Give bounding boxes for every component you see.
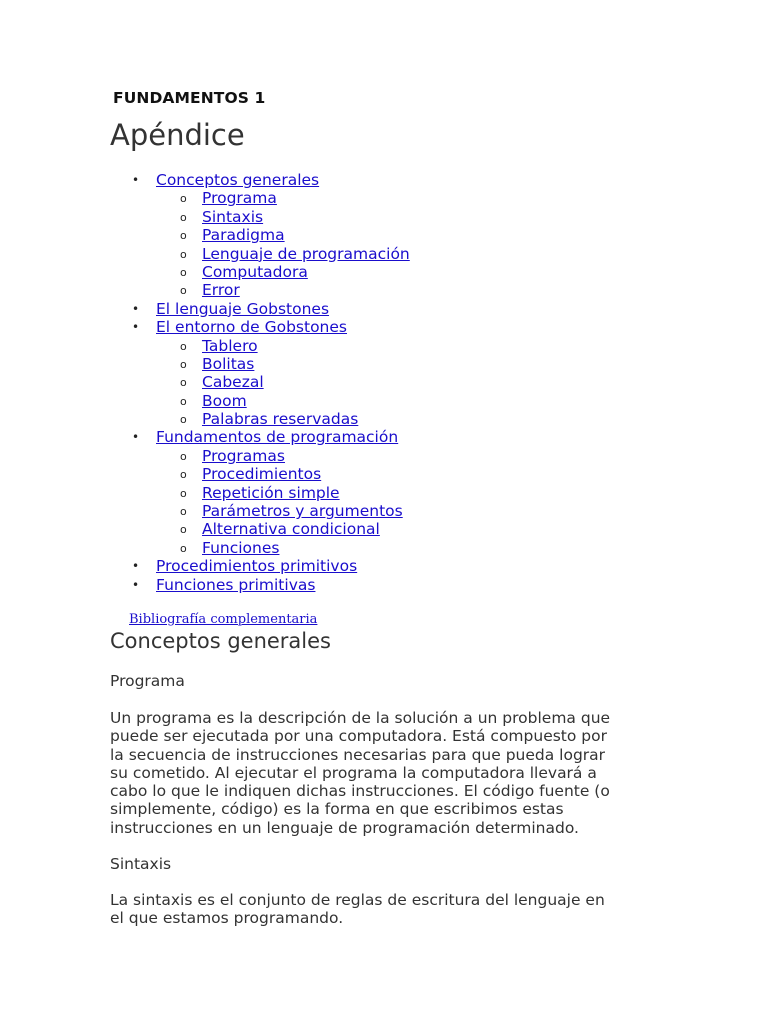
circle-bullet-icon: o bbox=[180, 413, 187, 427]
circle-bullet-icon: o bbox=[180, 357, 187, 371]
toc-link[interactable]: El lenguaje Gobstones bbox=[156, 299, 330, 318]
toc-link[interactable]: Procedimientos primitivos bbox=[156, 557, 358, 576]
paragraph-line: Un programa es la descripción de la solución a un problema que bbox=[110, 709, 611, 727]
toc-subitem bbox=[110, 208, 670, 226]
toc-subitem bbox=[110, 337, 670, 355]
toc-sublink[interactable]: Lenguaje de programación bbox=[202, 244, 410, 263]
toc-sublink[interactable]: Repetición simple bbox=[202, 483, 340, 502]
appendix-title: Apéndice bbox=[110, 118, 245, 152]
toc-sublink[interactable]: Alternativa condicional bbox=[202, 520, 380, 539]
section-title: Conceptos generales bbox=[110, 629, 331, 653]
toc-link[interactable]: Funciones primitivas bbox=[156, 575, 316, 594]
circle-bullet-icon: o bbox=[180, 541, 187, 555]
circle-bullet-icon: o bbox=[180, 468, 187, 482]
toc-sublink[interactable]: Programa bbox=[202, 189, 277, 208]
toc-subitem bbox=[110, 502, 670, 520]
toc-subitem bbox=[110, 281, 670, 299]
toc-item bbox=[110, 171, 670, 189]
toc-sublink[interactable]: Tablero bbox=[202, 336, 258, 355]
sintaxis-paragraph bbox=[110, 891, 658, 928]
circle-bullet-icon: o bbox=[180, 339, 187, 353]
toc-link[interactable]: El entorno de Gobstones bbox=[156, 318, 347, 337]
bullet-icon: • bbox=[132, 173, 140, 187]
bullet-icon: • bbox=[132, 320, 140, 335]
bullet-icon: • bbox=[132, 559, 140, 574]
toc-sublink[interactable]: Programas bbox=[202, 446, 285, 465]
circle-bullet-icon: o bbox=[180, 394, 187, 408]
toc-link[interactable]: Conceptos generales bbox=[156, 171, 320, 189]
toc-sublink[interactable]: Parámetros y argumentos bbox=[202, 502, 403, 521]
toc-sublink[interactable]: Cabezal bbox=[202, 373, 264, 392]
circle-bullet-icon: o bbox=[180, 523, 187, 537]
course-header: FUNDAMENTOS 1 bbox=[113, 89, 266, 107]
bullet-icon: • bbox=[132, 577, 140, 592]
toc-sublink[interactable]: Paradigma bbox=[202, 226, 285, 245]
toc-subitem bbox=[110, 373, 670, 391]
programa-paragraph bbox=[110, 709, 658, 837]
toc-item bbox=[110, 318, 670, 336]
toc-item bbox=[110, 576, 670, 594]
toc-item bbox=[110, 300, 670, 318]
toc-sublink[interactable]: Palabras reservadas bbox=[202, 410, 359, 429]
circle-bullet-icon: o bbox=[180, 265, 187, 279]
circle-bullet-icon: o bbox=[180, 210, 187, 224]
toc-subitem bbox=[110, 520, 670, 538]
toc-sublink[interactable]: Bolitas bbox=[202, 354, 255, 373]
toc-subitem bbox=[110, 226, 670, 244]
toc-sublink[interactable]: Error bbox=[202, 281, 240, 300]
paragraph-line: puede ser ejecutada por una computadora. Está compuesto por bbox=[110, 727, 607, 746]
circle-bullet-icon: o bbox=[180, 284, 187, 298]
toc-subitem bbox=[110, 392, 670, 410]
toc-list bbox=[110, 171, 670, 594]
toc-subitem bbox=[110, 447, 670, 465]
toc-sublink[interactable]: Boom bbox=[202, 391, 247, 410]
table-of-contents bbox=[110, 171, 670, 594]
paragraph-line: instrucciones en un lenguaje de programación determinado. bbox=[110, 818, 579, 837]
circle-bullet-icon: o bbox=[180, 486, 187, 500]
toc-subitem bbox=[110, 189, 670, 207]
circle-bullet-icon: o bbox=[180, 192, 187, 206]
circle-bullet-icon: o bbox=[180, 505, 187, 519]
circle-bullet-icon: o bbox=[180, 376, 187, 390]
toc-item bbox=[110, 557, 670, 575]
circle-bullet-icon: o bbox=[180, 247, 187, 261]
bullet-icon: • bbox=[132, 301, 140, 316]
toc-subitem bbox=[110, 410, 670, 428]
toc-subitem bbox=[110, 245, 670, 263]
toc-subitem bbox=[110, 355, 670, 373]
toc-subitem bbox=[110, 465, 670, 483]
toc-subitem bbox=[110, 263, 670, 281]
paragraph-line: su cometido. Al ejecutar el programa la computadora llevará a bbox=[110, 763, 597, 782]
paragraph-line: el que estamos programando. bbox=[110, 909, 344, 928]
toc-link[interactable]: Fundamentos de programación bbox=[156, 428, 399, 447]
circle-bullet-icon: o bbox=[180, 229, 187, 243]
programa-heading: Programa bbox=[110, 672, 185, 690]
circle-bullet-icon: o bbox=[180, 449, 187, 463]
sintaxis-heading: Sintaxis bbox=[110, 855, 172, 873]
paragraph-line: La sintaxis es el conjunto de reglas de escritura del lenguaje en bbox=[110, 891, 605, 909]
toc-sublink[interactable]: Funciones bbox=[202, 538, 280, 557]
paragraph-line: cabo lo que le indiquen dichas instrucciones. El código fuente (o bbox=[110, 782, 610, 801]
paragraph-line: la secuencia de instrucciones necesarias para que pueda lograr bbox=[110, 745, 606, 764]
toc-sublink[interactable]: Procedimientos bbox=[202, 465, 322, 484]
toc-subitem bbox=[110, 484, 670, 502]
toc-subitem bbox=[110, 539, 670, 557]
paragraph-line: simplemente, código) es la forma en que escribimos estas bbox=[110, 800, 564, 819]
bibliography-link[interactable]: Bibliografía complementaria bbox=[129, 612, 318, 627]
toc-sublink[interactable]: Computadora bbox=[202, 262, 308, 281]
toc-item bbox=[110, 428, 670, 446]
toc-sublink[interactable]: Sintaxis bbox=[202, 207, 264, 226]
bullet-icon: • bbox=[132, 430, 140, 445]
